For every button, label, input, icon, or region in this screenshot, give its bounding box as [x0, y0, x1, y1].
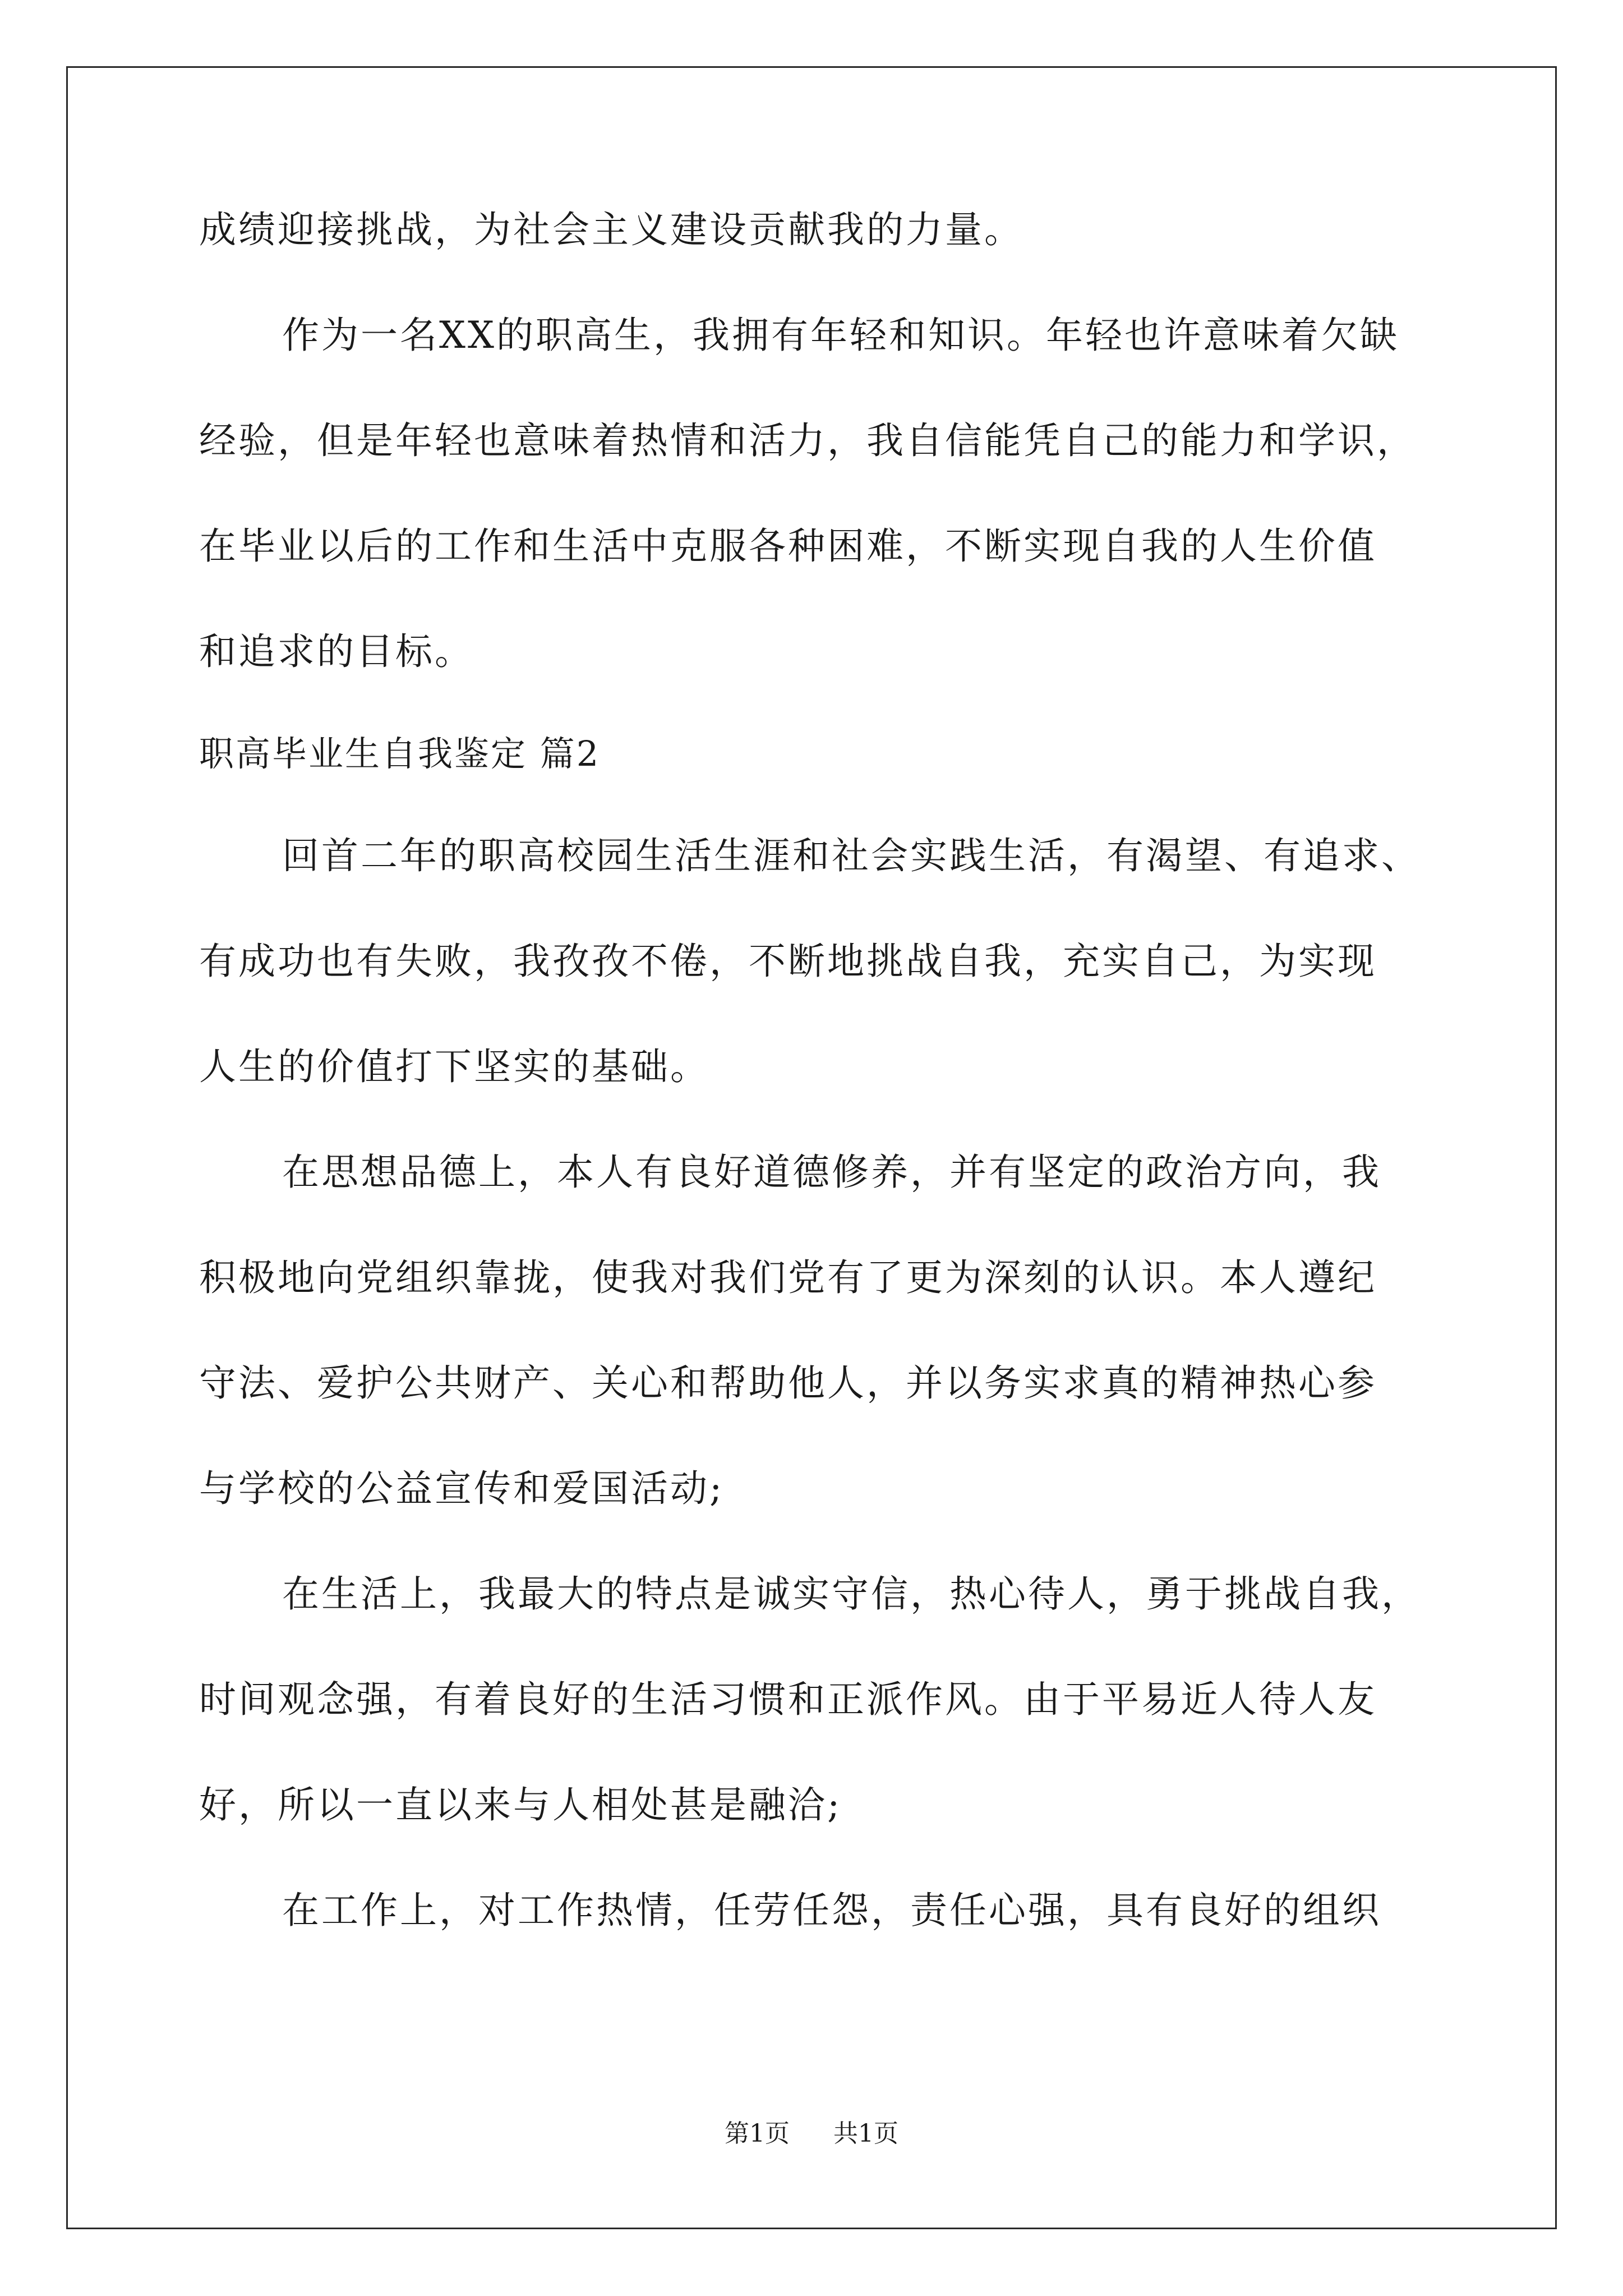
paragraph — [199, 1144, 1450, 1517]
paragraph — [199, 1566, 1450, 1833]
paragraph-line: 成绩迎接挑战，为社会主义建设贡献我的力量。 — [199, 208, 1023, 251]
paragraph — [199, 828, 1450, 1095]
paragraph-line: 与学校的公益宣传和爱国活动; — [199, 1467, 725, 1510]
paragraph-line: 和追求的目标。 — [199, 630, 474, 673]
paragraph-line: 时间观念强，有着良好的生活习惯和正派作风。由于平易近人待人友 — [199, 1678, 1377, 1721]
paragraph-line: 在生活上，我最大的特点是诚实守信，热心待人，勇于挑战自我， — [282, 1572, 1421, 1616]
paragraph — [199, 307, 1450, 680]
paragraph-line: 守法、爱护公共财产、关心和帮助他人，并以务实求真的精神热心参 — [199, 1361, 1377, 1405]
page-number: 第1页 — [725, 2119, 790, 2148]
paragraph-line: 好，所以一直以来与人相处甚是融洽; — [199, 1783, 842, 1826]
paragraph-line: 人生的价值打下坚实的基础。 — [199, 1045, 709, 1088]
paragraph-line: 有成功也有失败，我孜孜不倦，不断地挑战自我，充实自己，为实现 — [199, 940, 1377, 983]
page-footer — [0, 2117, 1623, 2151]
paragraph-line: 在思想品德上，本人有良好道德修养，并有坚定的政治方向，我 — [282, 1151, 1381, 1194]
paragraph-line: 在工作上，对工作热情，任劳任怨，责任心强，具有良好的组织 — [282, 1889, 1381, 1932]
paragraph-line: 作为一名XX的职高生，我拥有年轻和知识。年轻也许意味着欠缺 — [282, 314, 1399, 357]
page-total: 共1页 — [833, 2119, 898, 2148]
section-heading: 职高毕业生自我鉴定 篇2 — [199, 733, 601, 774]
document-body — [199, 202, 1450, 1939]
paragraph — [199, 1883, 1450, 1939]
paragraph-line: 经验，但是年轻也意味着热情和活力，我自信能凭自己的能力和学识， — [199, 419, 1416, 462]
paragraph-line: 回首二年的职高校园生活生涯和社会实践生活，有渴望、有追求、 — [282, 834, 1421, 877]
paragraph-line: 在毕业以后的工作和生活中克服各种困难，不断实现自我的人生价值 — [199, 524, 1377, 568]
paragraph-line: 积极地向党组织靠拢，使我对我们党有了更为深刻的认识。本人遵纪 — [199, 1256, 1377, 1299]
